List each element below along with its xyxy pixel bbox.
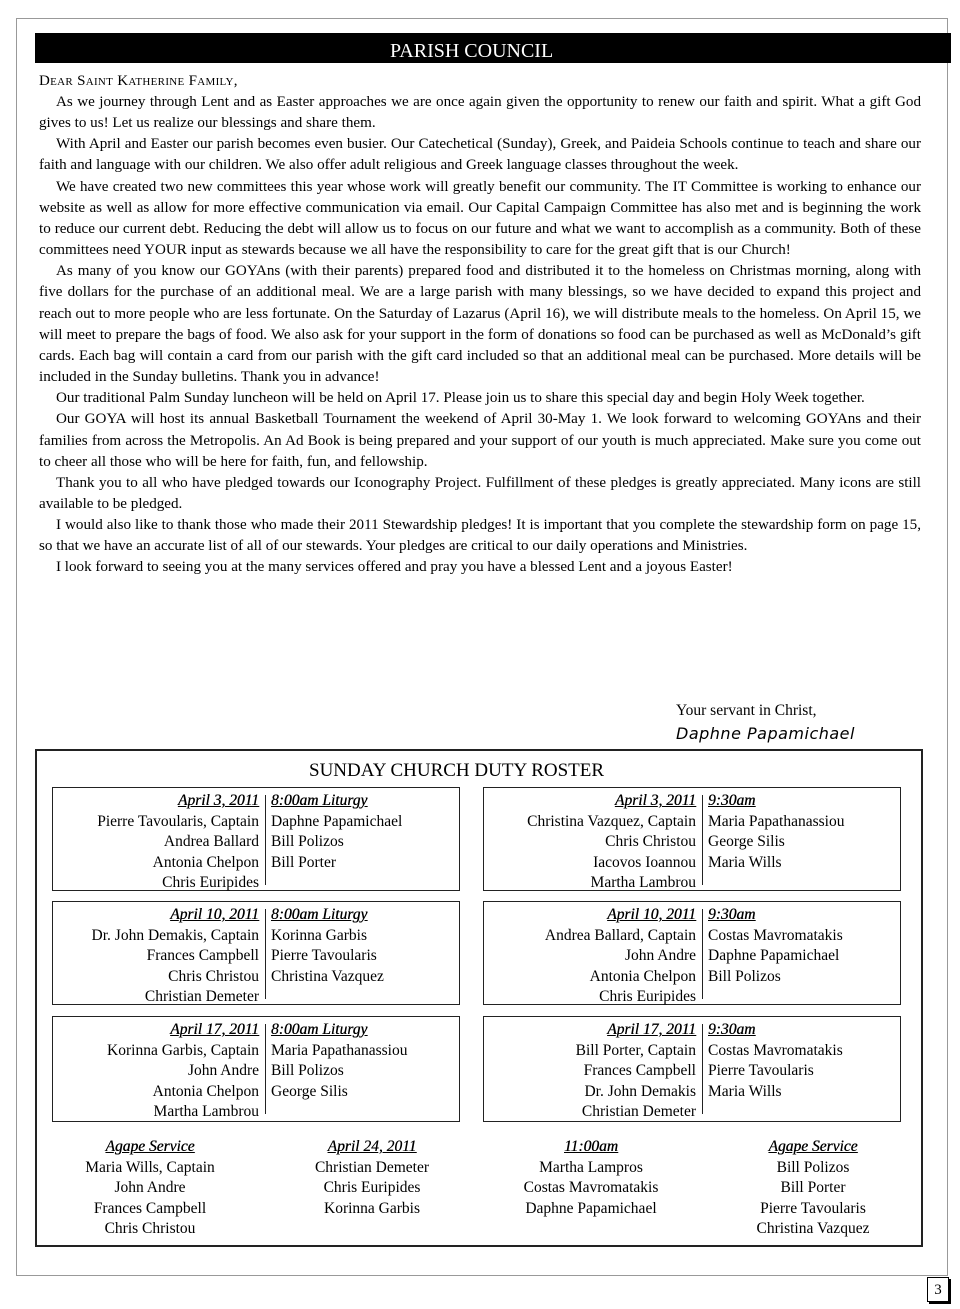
- roster-name: Costas Mavromatakis: [523, 1179, 659, 1197]
- roster-name: Maria Wills: [708, 853, 782, 871]
- roster-right-members: [708, 1020, 843, 1102]
- roster-name: Chris Christou: [605, 833, 696, 851]
- letter-paragraph: I would also like to thank those who made their 2011 Stewardship pledges! It is important that you complete the stewardship form on page 15, so that we have an accurate list of all of our stewards. Your pledges are critical to our daily operations and Ministries.: [39, 517, 921, 555]
- closing: [676, 700, 855, 744]
- roster-final-column: [481, 1137, 701, 1219]
- roster-divider: [702, 1024, 703, 1114]
- roster-title: SUNDAY CHURCH DUTY ROSTER: [309, 760, 605, 781]
- section-banner: [35, 33, 951, 63]
- letter-paragraph: Thank you to all who have pledged towards our Iconography Project. Fulfillment of these pledges is greatly appreciated. Many icons are still available to be pledged.: [39, 474, 921, 512]
- roster-final-column: [262, 1137, 482, 1219]
- roster-name: Korinna Garbis: [271, 926, 367, 944]
- roster-name: Frances Campbell: [583, 1062, 696, 1080]
- roster-name: Chris Euripides: [162, 874, 259, 892]
- roster-name: Maria Wills: [708, 1082, 782, 1100]
- roster-name: Bill Porter, Captain: [575, 1041, 696, 1059]
- roster-name: Frances Campbell: [146, 947, 259, 965]
- roster-name: Christina Vazquez: [271, 967, 384, 985]
- letter-body: [39, 92, 921, 579]
- roster-divider: [265, 795, 266, 885]
- letter-paragraph: Our traditional Palm Sunday luncheon will be held on April 17. Please join us to share this special day and begin Holy Week together.: [56, 390, 865, 407]
- roster-name: Martha Lambrou: [590, 874, 696, 892]
- roster-name: Chris Euripides: [599, 988, 696, 1006]
- roster-name: Bill Polizos: [708, 967, 781, 985]
- roster-date: April 10, 2011: [607, 906, 696, 923]
- roster-name: Bill Polizos: [776, 1158, 850, 1176]
- roster-name: Maria Papathanassiou: [708, 812, 845, 830]
- roster-final-heading: April 24, 2011: [327, 1138, 417, 1155]
- roster-final-heading: 11:00am: [564, 1138, 618, 1155]
- roster-service-time: 8:00am Liturgy: [271, 906, 368, 923]
- roster-name: Christina Vazquez, Captain: [527, 812, 696, 830]
- roster-name: Bill Polizos: [271, 833, 344, 851]
- roster-name: Pierre Tavoularis, Captain: [97, 812, 259, 830]
- roster-name: Antonia Chelpon: [589, 967, 696, 985]
- roster-left-members: [271, 1020, 407, 1102]
- roster-final-column: [703, 1137, 923, 1240]
- letter-paragraph: With April and Easter our parish becomes even busier. Our Catechetical (Sunday), Greek, and Paideia Schools continue to teach and share our faith and language with our children. We also offer adult religious and Greek language classes throughout the week.: [39, 136, 921, 174]
- roster-right-captains: [470, 791, 696, 894]
- roster-name: Chris Christou: [168, 967, 259, 985]
- roster-name: Christina Vazquez: [756, 1220, 870, 1238]
- roster-left-members: [271, 791, 402, 873]
- roster-name: Dr. John Demakis: [584, 1082, 696, 1100]
- roster-final-heading: Agape Service: [105, 1138, 195, 1155]
- roster-date: April 10, 2011: [170, 906, 259, 923]
- roster-name: John Andre: [114, 1179, 186, 1197]
- page-number: 3: [927, 1277, 949, 1302]
- roster-name: Andrea Ballard, Captain: [544, 926, 696, 944]
- roster-name: Korinna Garbis, Captain: [107, 1041, 259, 1059]
- roster-name: Pierre Tavoularis: [271, 947, 377, 965]
- roster-service-time: 8:00am Liturgy: [271, 792, 368, 809]
- roster-service-time: 9:30am: [708, 792, 756, 809]
- roster-right-captains: [470, 905, 696, 1008]
- roster-service-time: 9:30am: [708, 1021, 756, 1038]
- roster-name: Pierre Tavoularis: [708, 1062, 814, 1080]
- roster-name: Martha Lambrou: [153, 1103, 259, 1121]
- roster-name: Andrea Ballard: [163, 833, 259, 851]
- roster-final-heading: Agape Service: [768, 1138, 858, 1155]
- roster-name: Costas Mavromatakis: [708, 926, 843, 944]
- roster-left-captains: [40, 791, 259, 894]
- signature: Daphne Papamichael: [676, 724, 855, 743]
- roster-right-captains: [470, 1020, 696, 1123]
- roster-date: April 17, 2011: [170, 1021, 259, 1038]
- letter-paragraph: As many of you know our GOYAns (with their parents) prepared food and distributed it to the homeless on Christmas morning, along with five dollars for the purchase of an additional meal. We are a large parish with many blessings, so we have decided to expand this project and reach out to more people who are less fortunate. On the Saturday of Lazarus (April 16), we will distribute meals to the homeless. On April 15, we will meet to prepare the bags of food. We also ask for your support in the form of donations so food can be purchased as well as McDonald’s gift cards. Each bag will contain a card from our parish with the gift card included so that an additional meal can be purchased. More details will be included in the Sunday bulletins. Thank you in advance!: [39, 263, 921, 386]
- roster-service-time: 8:00am Liturgy: [271, 1021, 368, 1038]
- letter-paragraph: As we journey through Lent and as Easter approaches we are once again given the opportunity to renew our faith and spirit. What a gift God gives to us! Let us realize our blessings and share them.: [39, 94, 921, 132]
- roster-left-captains: [40, 905, 259, 1008]
- roster-name: Pierre Tavoularis: [760, 1199, 866, 1217]
- roster-divider: [265, 909, 266, 999]
- roster-right-members: [708, 905, 843, 987]
- roster-left-captains: [40, 1020, 259, 1123]
- roster-name: George Silis: [271, 1082, 348, 1100]
- roster-name: Antonia Chelpon: [152, 853, 259, 871]
- roster-name: Iacovos Ioannou: [593, 853, 696, 871]
- roster-name: Daphne Papamichael: [525, 1199, 657, 1217]
- roster-name: Christian Demeter: [581, 1103, 696, 1121]
- roster-date: April 3, 2011: [614, 792, 696, 809]
- roster-name: Chris Christou: [104, 1220, 196, 1238]
- roster-name: John Andre: [624, 947, 696, 965]
- roster-final-column: [40, 1137, 260, 1240]
- letter-paragraph: I look forward to seeing you at the many services offered and pray you have a blessed Lent and a joyous Easter!: [56, 559, 733, 576]
- roster-divider: [702, 795, 703, 885]
- roster-date: April 3, 2011: [177, 792, 259, 809]
- salutation: Dear Saint Katherine Family,: [39, 73, 238, 89]
- roster-name: Frances Campbell: [93, 1199, 207, 1217]
- roster-name: Costas Mavromatakis: [708, 1041, 843, 1059]
- roster-name: Bill Porter: [780, 1179, 846, 1197]
- roster-name: Dr. John Demakis, Captain: [91, 926, 259, 944]
- closing-line: Your servant in Christ,: [676, 702, 817, 719]
- roster-name: Maria Papathanassiou: [271, 1041, 408, 1059]
- roster-right-members: [708, 791, 844, 873]
- roster-left-members: [271, 905, 384, 987]
- roster-name: Korinna Garbis: [324, 1199, 420, 1217]
- roster-name: Antonia Chelpon: [152, 1082, 259, 1100]
- roster-name: Martha Lampros: [539, 1158, 643, 1176]
- roster-name: Christian Demeter: [314, 1158, 430, 1176]
- letter-paragraph: Our GOYA will host its annual Basketball Tournament the weekend of April 30-May 1. We look forward to welcoming GOYAns and their families from across the Metropolis. An Ad Book is being prepared and your support of our youth is much appreciated. Make sure you come out to cheer all those who will be here for faith, fun, and fellowship.: [39, 411, 921, 470]
- letter-paragraph: We have created two new committees this year whose work will greatly benefit our community. The IT Committee is working to enhance our website as well as allow for more effective communication via email. Our Capital Campaign Committee has also met and is beginning the work to reduce our current debt. Reducing the debt will allow us to focus on our future and what we want to accomplish as a community. Both of these committees need YOUR input as stewards because we all have the responsibility to care for the great gift that is our Church!: [39, 178, 921, 259]
- roster-name: George Silis: [708, 833, 785, 851]
- roster-name: Daphne Papamichael: [708, 947, 840, 965]
- roster-date: April 17, 2011: [607, 1021, 696, 1038]
- roster-name: Bill Polizos: [271, 1062, 344, 1080]
- roster-name: Christian Demeter: [144, 988, 259, 1006]
- roster-name: Maria Wills, Captain: [85, 1158, 215, 1176]
- roster-name: John Andre: [187, 1062, 259, 1080]
- roster-divider: [702, 909, 703, 999]
- roster-service-time: 9:30am: [708, 906, 756, 923]
- section-title: PARISH COUNCIL: [390, 40, 554, 62]
- roster-divider: [265, 1024, 266, 1114]
- roster-name: Daphne Papamichael: [271, 812, 403, 830]
- roster-name: Chris Euripides: [323, 1179, 421, 1197]
- roster-name: Bill Porter: [271, 853, 337, 871]
